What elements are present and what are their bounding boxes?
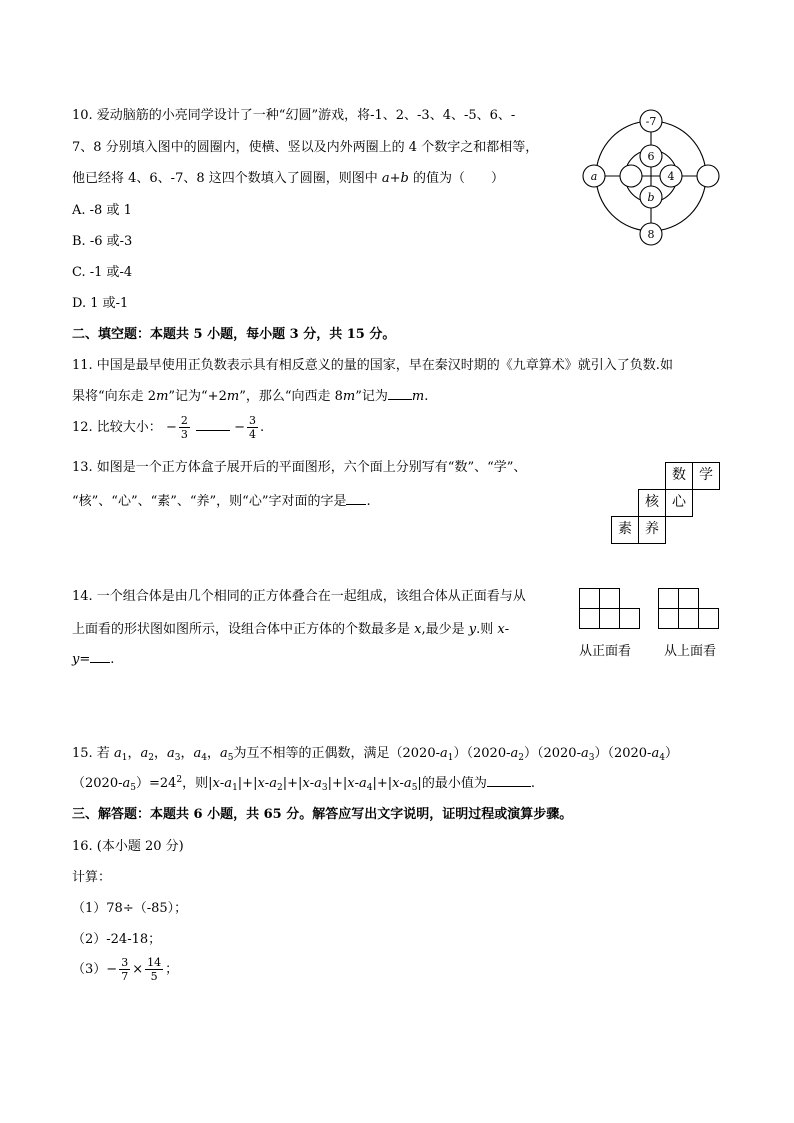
answer-blank: [388, 387, 412, 400]
answer-blank: [487, 774, 531, 787]
q10-line2: 7、8 分别填入图中的圆圈内，使横、竖以及内外两圈上的 4 个数字之和都相等，: [72, 140, 539, 155]
q10-line3: 他已经将 4、6、-7、8 这四个数填入了圆圈，则图中 a+b 的值为（ ）: [72, 171, 504, 186]
answer-blank: [346, 492, 366, 505]
net-face-shu: 数: [665, 462, 693, 490]
q16-part2: （2）-24-18；: [72, 932, 162, 947]
q10-option-d: D. 1 或-1: [72, 296, 129, 311]
value-top: -7: [645, 115, 657, 128]
q16-calc: 计算：: [72, 870, 112, 885]
q13-line2: “核”、“心”、“素”、“养”，则“心”字对面的字是 .: [72, 494, 371, 509]
net-face-xue: 学: [692, 462, 720, 490]
answer-blank: [90, 650, 110, 663]
q16-title: 16. (本小题 20 分): [72, 839, 184, 854]
front-view-caption: 从正面看: [579, 644, 632, 659]
magic-circle-diagram: [578, 104, 724, 248]
net-face-yang: 养: [638, 516, 666, 544]
q14-line3: y= .: [72, 652, 115, 667]
value-left: a: [590, 170, 598, 183]
q12-line: 12. 比较大小： − $\frac{2}{3}$ − $\frac{3}{4}$ .: [72, 414, 265, 441]
q12-fraction-2: $\frac{3}{4}$: [249, 414, 257, 441]
q16-fraction-1: $\frac{3}{7}$: [121, 956, 129, 983]
q16-part3: （3）− $\frac{3}{7}$ × $\frac{14}{5}$ ；: [72, 956, 179, 983]
q10-option-c: C. -1 或-4: [72, 265, 133, 280]
value-inner-top: 6: [647, 150, 655, 163]
section2-heading: 二、填空题：本题共 5 小题，每小题 3 分，共 15 分。: [72, 327, 396, 342]
q15-line2: $(2020-a_5)=24^2$，则$|x-a_1|+|x-a_2|+|x-a_3|+|x-a_4|+|x-a_5|$的最小值为 .: [72, 775, 535, 793]
section3-heading: 三、解答题：本题共 6 小题，共 65 分。解答应写出文字说明，证明过程或演算步骤。: [72, 807, 573, 822]
value-inner-bottom: b: [647, 191, 655, 204]
net-face-he: 核: [638, 489, 666, 517]
answer-blank: [196, 418, 230, 431]
net-face-su: 素: [611, 516, 639, 544]
q10-line1: 10. 爱动脑筋的小亮同学设计了一种“幻圆”游戏，将-1、2、-3、4、-5、6、-: [72, 108, 516, 123]
q11-line1: 11. 中国是最早使用正负数表示具有相反意义的量的国家，早在秦汉时期的《九章算术》就引入了负数.如: [72, 358, 673, 373]
value-bottom: 8: [647, 228, 655, 241]
q16-part1: （1）78÷（-85）；: [72, 901, 188, 916]
q14-line1: 14. 一个组合体是由几个相同的正方体叠合在一起组成，该组合体从正面看与从: [72, 589, 526, 604]
q12-fraction-1: $\frac{2}{3}$: [180, 414, 188, 441]
q10-option-a: A. -8 或 1: [72, 203, 132, 218]
slot-right: [697, 165, 719, 187]
q10-option-b: B. -6 或-3: [72, 234, 133, 249]
top-view-caption: 从上面看: [664, 644, 717, 659]
q10-expr: a+b: [381, 171, 409, 186]
q15-line1: 15. 若 $a_1$，$a_2$，$a_3$，$a_4$，$a_5$为互不相等的正偶数，满足$(2020-a_1)(2020-a_2)(2020-a_3)(2020-a_4)$: [72, 746, 678, 763]
q14-line2: 上面看的形状图如图所示，设组合体中正方体的个数最多是 x,最少是 y.则 x-: [72, 622, 510, 637]
q11-line2: 果将“向东走 2m”记为“+2m”，那么“向西走 8m”记为 m.: [72, 389, 429, 404]
value-inner-right: 4: [667, 170, 675, 183]
q16-fraction-2: $\frac{14}{5}$: [147, 956, 162, 983]
slot-inner-left: [620, 165, 642, 187]
net-face-xin: 心: [665, 489, 693, 517]
q13-line1: 13. 如图是一个正方体盒子展开后的平面图形，六个面上分别写有“数”、“学”、: [72, 460, 527, 475]
